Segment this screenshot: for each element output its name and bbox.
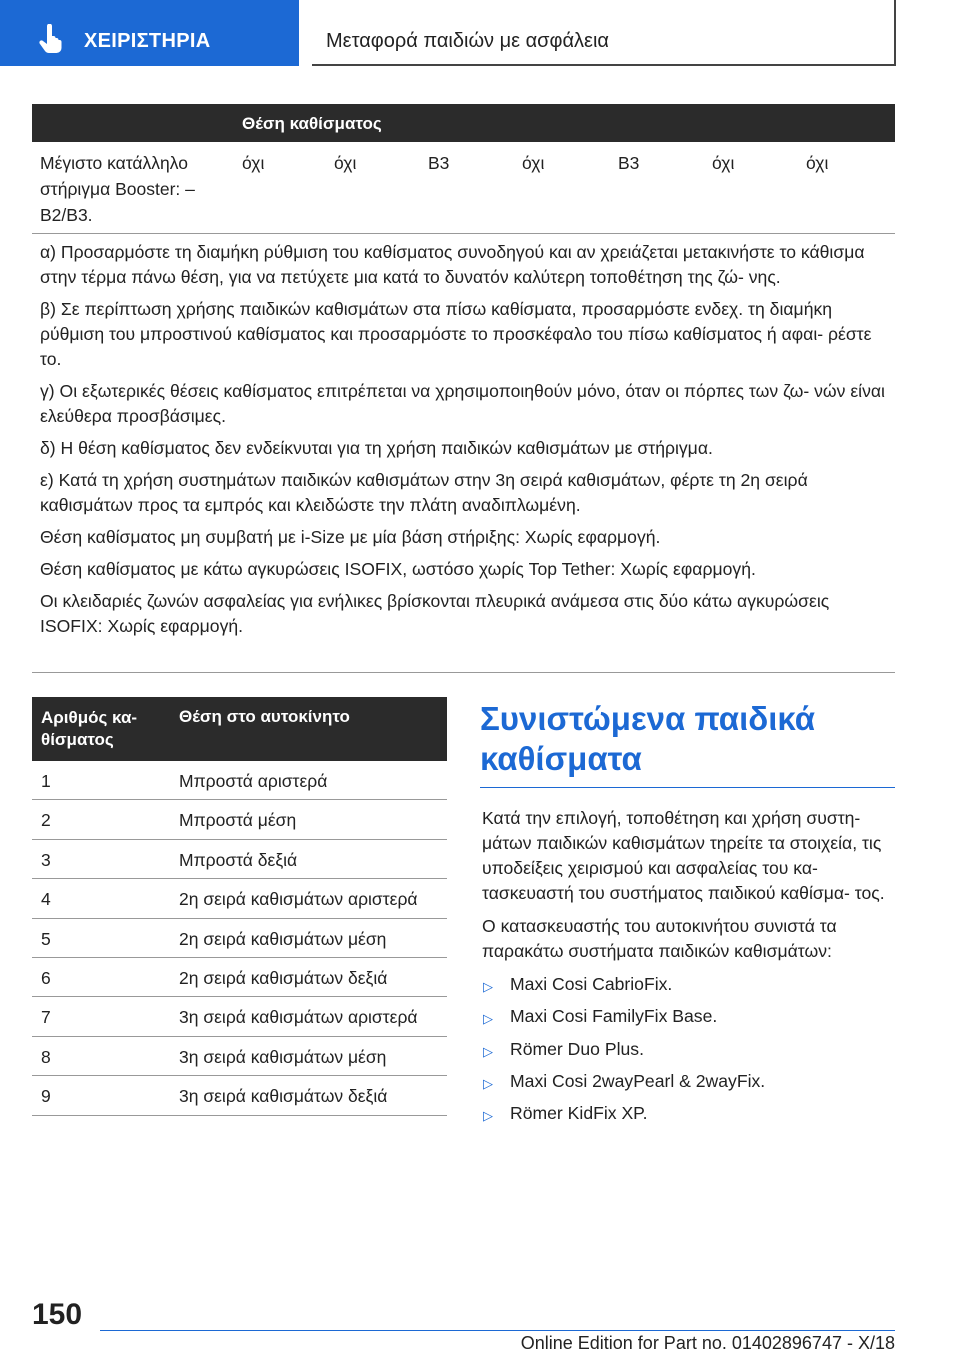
seat-table-cell: όχι (806, 153, 829, 173)
note-isofix: Θέση καθίσματος με κάτω αγκυρώσεις ISOFIX, ωστόσο χωρίς Top Tether: Χωρίς εφαρμογή. (40, 559, 756, 579)
table-row (32, 997, 447, 1036)
seat-table-cell: όχι (242, 153, 265, 173)
list-item (480, 972, 895, 1004)
seat-number: 6 (41, 967, 51, 988)
table-notes (40, 240, 892, 646)
footer-divider (100, 1330, 895, 1331)
seat-position: Μπροστά μέση (179, 810, 297, 831)
seat-number: 4 (41, 889, 51, 910)
table-row (32, 840, 447, 879)
intro-paragraph: Κατά την επιλογή, τοποθέτηση και χρήση συστη‐ μάτων παιδικών καθισμάτων τηρείτε τα στοιχεία, τις υποδείξεις χειρισμού και ασφαλείας του κα‐ τασκευαστή του συστήματος παιδικού καθίσμα‐ τος. (482, 808, 885, 903)
list-item-text: Maxi Cosi FamilyFix Base. (510, 1006, 718, 1027)
seat-position: 3η σειρά καθισμάτων αριστερά (179, 1007, 418, 1028)
recommendation-paragraph: Ο κατασκευαστής του αυτοκινήτου συνιστά τα παρακάτω συστήματα παιδικών καθισμάτων: (482, 916, 837, 961)
chapter-title: Μεταφορά παιδιών με ασφάλεια (326, 30, 609, 52)
seat-table-header-label: Θέση καθίσματος (242, 114, 382, 133)
triangle-bullet-icon: ▷ (483, 1108, 493, 1124)
seat-table-header (32, 104, 895, 142)
hand-pointer-icon (38, 24, 66, 54)
table-row (32, 1076, 447, 1115)
list-item (480, 1101, 895, 1133)
column-header-seat-number: Αριθμός κα‐ θίσματος (41, 708, 138, 749)
column-header-position: Θέση στο αυτοκίνητο (179, 707, 350, 726)
list-item (480, 1004, 895, 1036)
list-item-text: Römer Duo Plus. (510, 1038, 644, 1059)
triangle-bullet-icon: ▷ (483, 1043, 493, 1059)
seat-table-cell: όχι (334, 153, 357, 173)
note-e: ε) Κατά τη χρήση συστημάτων παιδικών καθισμάτων στην 3η σειρά καθισμάτων, φέρτε τη 2η σειρά καθισμάτων προς τα εμπρός και κλειδώστε την πλάτη αναδιπλωμένη. (40, 470, 808, 515)
table-row (32, 800, 447, 839)
table-row (32, 958, 447, 997)
section-label: ΧΕΙΡΙΣΤΗΡΙΑ (84, 30, 211, 52)
seat-table-cell: B3 (428, 153, 450, 173)
seat-position: Μπροστά δεξιά (179, 849, 298, 870)
list-item (480, 1069, 895, 1101)
seat-position: 3η σειρά καθισμάτων δεξιά (179, 1086, 388, 1107)
triangle-bullet-icon: ▷ (483, 1011, 493, 1027)
triangle-bullet-icon: ▷ (483, 1075, 493, 1091)
list-item-text: Römer KidFix XP. (510, 1103, 648, 1124)
page-number: 150 (32, 1298, 83, 1331)
chapter-title-box (312, 0, 896, 66)
list-item-text: Maxi Cosi CabrioFix. (510, 974, 673, 994)
recommended-seat-list (480, 972, 895, 1133)
seat-position: 2η σειρά καθισμάτων δεξιά (179, 967, 388, 988)
seat-table-row-label: Μέγιστο κατάλληλο στήριγμα Booster: – B2/B3. (40, 153, 195, 225)
note-a: α) Προσαρμόστε τη διαμήκη ρύθμιση του καθίσματος συνοδηγού και αν χρειάζεται μετακινήστε το κάθισμα στην τέρμα πάνω θέση, για να πετύχετε μια κατά το δυνατόν καλύτερη τοποθέτηση της ζώ‐ νης. (40, 242, 865, 287)
seat-table-cell: όχι (712, 153, 735, 173)
table-row (32, 761, 447, 800)
seat-number: 7 (41, 1007, 51, 1028)
seat-position: 2η σειρά καθισμάτων μέση (179, 928, 387, 949)
note-c: γ) Οι εξωτερικές θέσεις καθίσματος επιτρέπεται να χρησιμοποιηθούν μόνο, όταν οι πόρπες των ζω‐ νών είναι ελεύθερα προσβάσιμες. (40, 381, 885, 426)
note-d: δ) Η θέση καθίσματος δεν ενδείκνυται για τη χρήση παιδικών καθισμάτων με στήριγμα. (40, 438, 713, 458)
triangle-bullet-icon: ▷ (483, 979, 493, 994)
seat-number: 1 (41, 771, 51, 791)
seat-number: 2 (41, 810, 51, 831)
seat-table-cell: όχι (522, 153, 545, 173)
seat-number: 8 (41, 1046, 51, 1067)
seat-position: 3η σειρά καθισμάτων μέση (179, 1046, 387, 1067)
table-row (32, 919, 447, 958)
seat-number: 5 (41, 928, 51, 949)
list-item-text: Maxi Cosi 2wayPearl & 2wayFix. (510, 1070, 766, 1091)
note-isize: Θέση καθίσματος μη συμβατή με i-Size με μία βάση στήριξης: Χωρίς εφαρμογή. (40, 527, 661, 547)
recommended-child-seats-section (480, 697, 895, 1133)
seat-position-table-header (32, 697, 447, 761)
seat-number: 9 (41, 1086, 51, 1107)
heading-underline (480, 787, 895, 788)
divider (32, 233, 895, 234)
table-row (32, 1037, 447, 1076)
section-tab[interactable] (0, 0, 299, 66)
edition-footer: Online Edition for Part no. 01402896747 - X/18 (520, 1333, 895, 1353)
page-header (0, 0, 960, 66)
list-item (480, 1037, 895, 1069)
section-heading: Συνιστώμενα παιδικά καθίσματα (480, 700, 816, 777)
seat-position: Μπροστά αριστερά (179, 771, 328, 791)
seat-position: 2η σειρά καθισμάτων αριστερά (179, 889, 418, 910)
note-b: β) Σε περίπτωση χρήσης παιδικών καθισμάτων στα πίσω καθίσματα, προσαρμόστε ενδεχ. τη διαμήκη ρύθμιση του μπροστινού καθίσματος και προσαρμόστε το προσκέφαλο του πίσω καθίσματος ή αφαι‐ ρέστε το. (40, 299, 872, 369)
divider (32, 672, 895, 673)
note-seatbelt-locks: Οι κλειδαριές ζωνών ασφαλείας για ενήλικες βρίσκονται πλευρικά ανάμεσα στις δύο κάτω αγκυρώσεις ISOFIX: Χωρίς εφαρμογή. (40, 591, 830, 636)
table-row (32, 879, 447, 918)
seat-table-cell: B3 (618, 153, 640, 173)
seat-table-row (32, 150, 895, 236)
seat-number: 3 (41, 849, 51, 870)
seat-position-table (32, 697, 447, 1116)
